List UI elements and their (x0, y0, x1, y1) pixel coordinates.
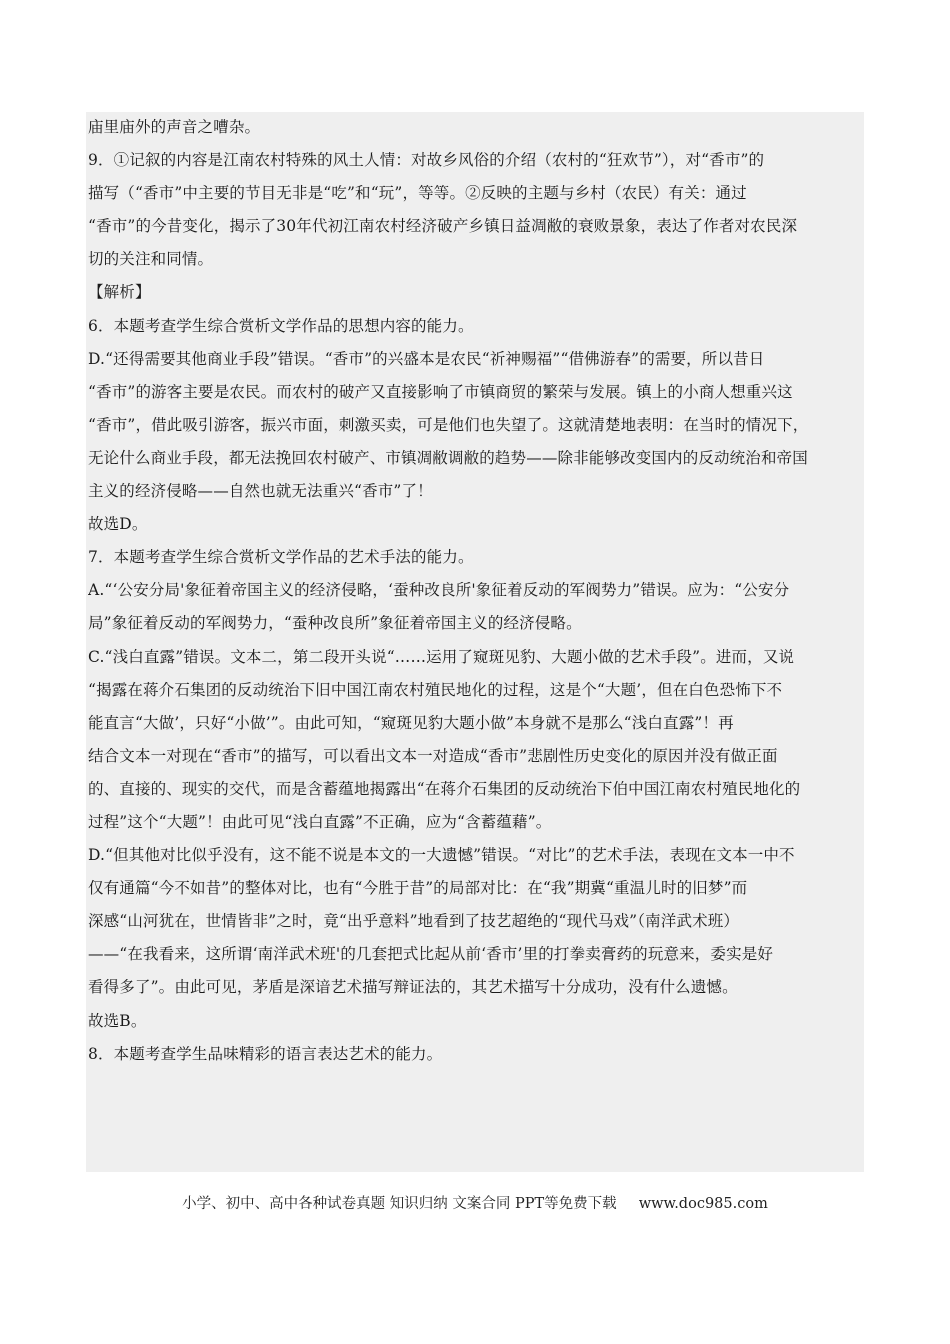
footer-text: 小学、初中、高中各种试卷真题 知识归纳 文案合同 PPT等免费下载 (182, 1196, 617, 1212)
footer-url[interactable]: www.doc985.com (638, 1196, 768, 1212)
text-line: 结合文本一对现在“香市”的描写，可以看出文本一对造成“香市”悲剧性历史变化的原因并没有做正面 (88, 746, 778, 765)
text-line: 描写（“香市”中主要的节目无非是“吃”和“玩”，等等。②反映的主题与乡村（农民）有关：通过 (88, 184, 747, 203)
text-line: C.“浅白直露”错误。文本二，第二段开头说“……运用了窥斑见豹、大题小做的艺术手段”。进而，又说 (88, 647, 795, 666)
text-line: “揭露在蒋介石集团的反动统治下旧中国江南农村殖民地化的过程，这是个“大题’，但在白色恐怖下不 (88, 680, 783, 699)
text-line: 6．本题考查学生综合赏析文学作品的思想内容的能力。 (88, 316, 474, 335)
text-line: 故选B。 (88, 1011, 147, 1030)
text-line: 的、直接的、现实的交代，而是含蓄蕴地揭露出“在蒋介石集团的反动统治下伯中国江南农村殖民地化的 (88, 779, 801, 798)
text-line: 9．①记叙的内容是江南农村特殊的风土人情：对故乡风俗的介绍（农村的“狂欢节”），对“香市”的 (88, 151, 765, 170)
text-line: A.“‘公安分局'象征着帝国主义的经济侵略，‘蚕种改良所'象征着反动的军阀势力”错误。应为：“公安分 (88, 581, 790, 600)
text-line: D.“但其他对比似乎没有，这不能不说是本文的一大遗憾”错误。“对比”的艺术手法，表现在文本一中不 (88, 846, 795, 865)
text-line: 主义的经济侵略——自然也就无法重兴“香市”了！ (88, 482, 433, 501)
text-line: 7．本题考查学生综合赏析文学作品的艺术手法的能力。 (88, 548, 474, 567)
answer-text-block (86, 112, 864, 1172)
page-footer (0, 1192, 950, 1213)
text-line: 【解析】 (88, 283, 151, 302)
text-line: “香市”，借此吸引游客，振兴市面，刺激买卖，可是他们也失望了。这就清楚地表明：在当时的情况下， (88, 415, 809, 434)
text-line: 庙里庙外的声音之嘈杂。 (88, 118, 261, 136)
text-line: D.“还得需要其他商业手段”错误。“香市”的兴盛本是农民“祈神赐福”“借佛游春”的需要，所以昔日 (88, 349, 765, 368)
text-line: “香市”的游客主要是农民。而农村的破产又直接影响了市镇商贸的繁荣与发展。镇上的小商人想重兴这 (88, 382, 793, 401)
text-line: ——“在我看来，这所谓‘南洋武术班'的几套把式比起从前‘香市’里的打拳卖膏药的玩意来，委实是好 (88, 945, 774, 964)
text-line: 无论什么商业手段，都无法挽回农村破产、市镇凋敝调敝的趋势——除非能够改变国内的反动统治和帝国 (88, 448, 808, 467)
text-line: 8．本题考查学生品味精彩的语言表达艺术的能力。 (88, 1044, 443, 1063)
text-line: 能直言“大做’，只好“小做’”。由此可知，“窥斑见豹大题小做”本身就不是那么“浅白直露”！再 (88, 713, 734, 732)
text-line: 局”象征着反动的军阀势力，“蚕种改良所”象征着帝国主义的经济侵略。 (88, 614, 582, 633)
text-line: 仅有通篇“今不如昔”的整体对比，也有“今胜于昔”的局部对比：在“我”期冀“重温儿时的旧梦”而 (88, 879, 748, 898)
text-line: 过程”这个“大题”！由此可见“浅白直露”不正确，应为“含蓄蕴藉”。 (88, 812, 552, 831)
text-line: 切的关注和同情。 (88, 250, 214, 269)
text-line: 故选D。 (88, 515, 148, 534)
text-line: 深感“山河犹在，世情皆非”之时，竟“出乎意料”地看到了技艺超绝的“现代马戏”（南洋武术班） (88, 912, 740, 931)
text-line: 看得多了”。由此可见，茅盾是深谙艺术描写辩证法的，其艺术描写十分成功，没有什么遗憾。 (88, 978, 738, 997)
text-line: “香市”的今昔变化，揭示了30年代初江南农村经济破产乡镇日益凋敝的衰败景象，表达了作者对农民深 (88, 217, 798, 236)
